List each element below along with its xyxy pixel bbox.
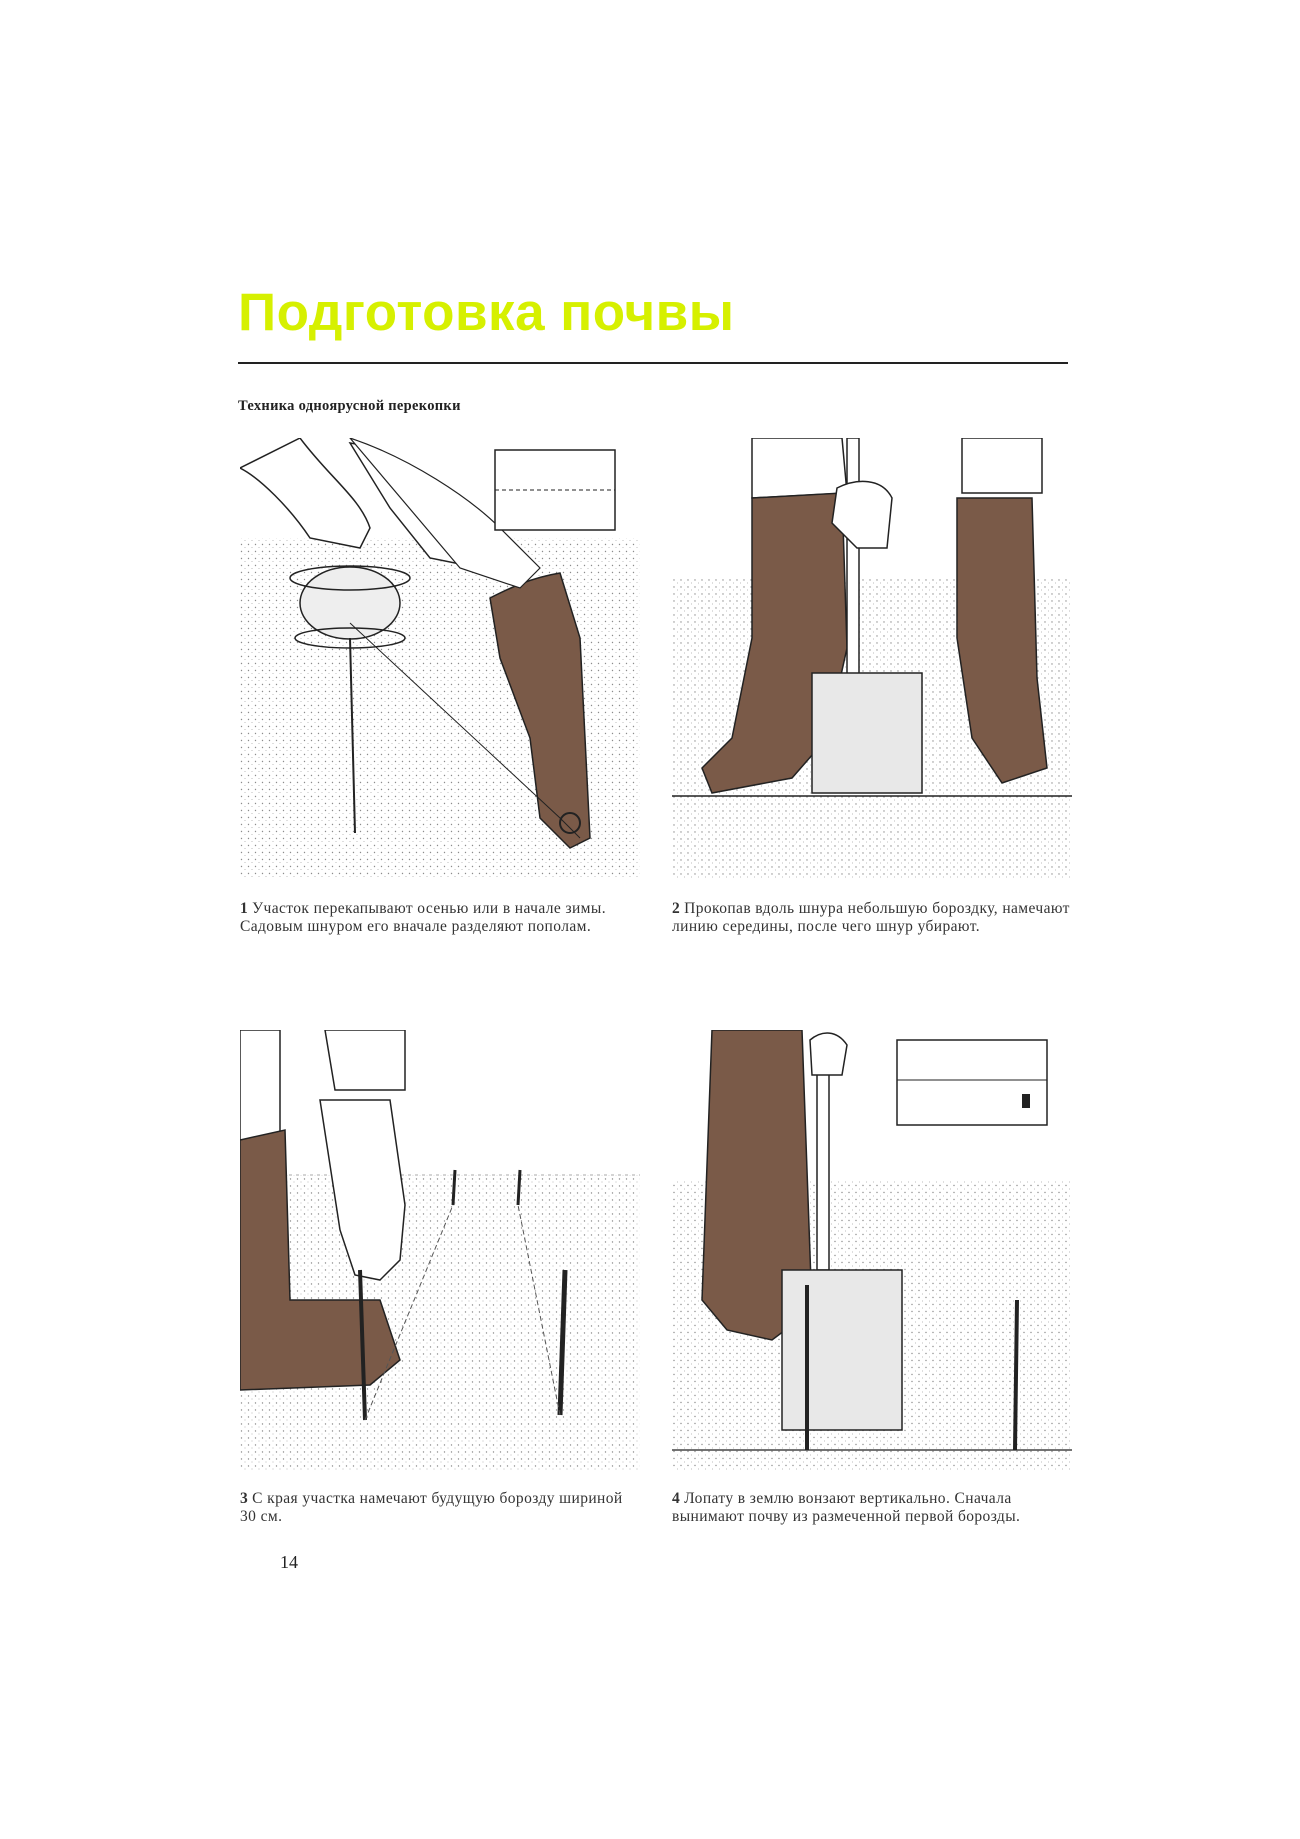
illustration-step-3 bbox=[240, 1030, 640, 1470]
page-title: Подготовка почвы bbox=[238, 283, 735, 342]
illustration-step-1 bbox=[240, 438, 640, 878]
illustration-step-4 bbox=[672, 1030, 1072, 1470]
caption-step-2: 2 Прокопав вдоль шнура небольшую бороздку, намечают линию середины, после чего шнур убирают. bbox=[672, 900, 1070, 936]
title-rule bbox=[238, 362, 1068, 364]
caption-step-3: 3 С края участка намечают будущую борозду шириной 30 см. bbox=[240, 1490, 623, 1526]
caption-step-1: 1 Участок перекапывают осенью или в начале зимы. Садовым шнуром его вначале разделяют пополам. bbox=[240, 900, 606, 936]
section-subtitle: Техника одноярусной перекопки bbox=[238, 398, 461, 414]
page-number: 14 bbox=[280, 1552, 298, 1572]
illustration-step-2 bbox=[672, 438, 1072, 878]
caption-step-4: 4 Лопату в землю вонзают вертикально. Сначала вынимают почву из размеченной первой борозды. bbox=[672, 1490, 1021, 1526]
